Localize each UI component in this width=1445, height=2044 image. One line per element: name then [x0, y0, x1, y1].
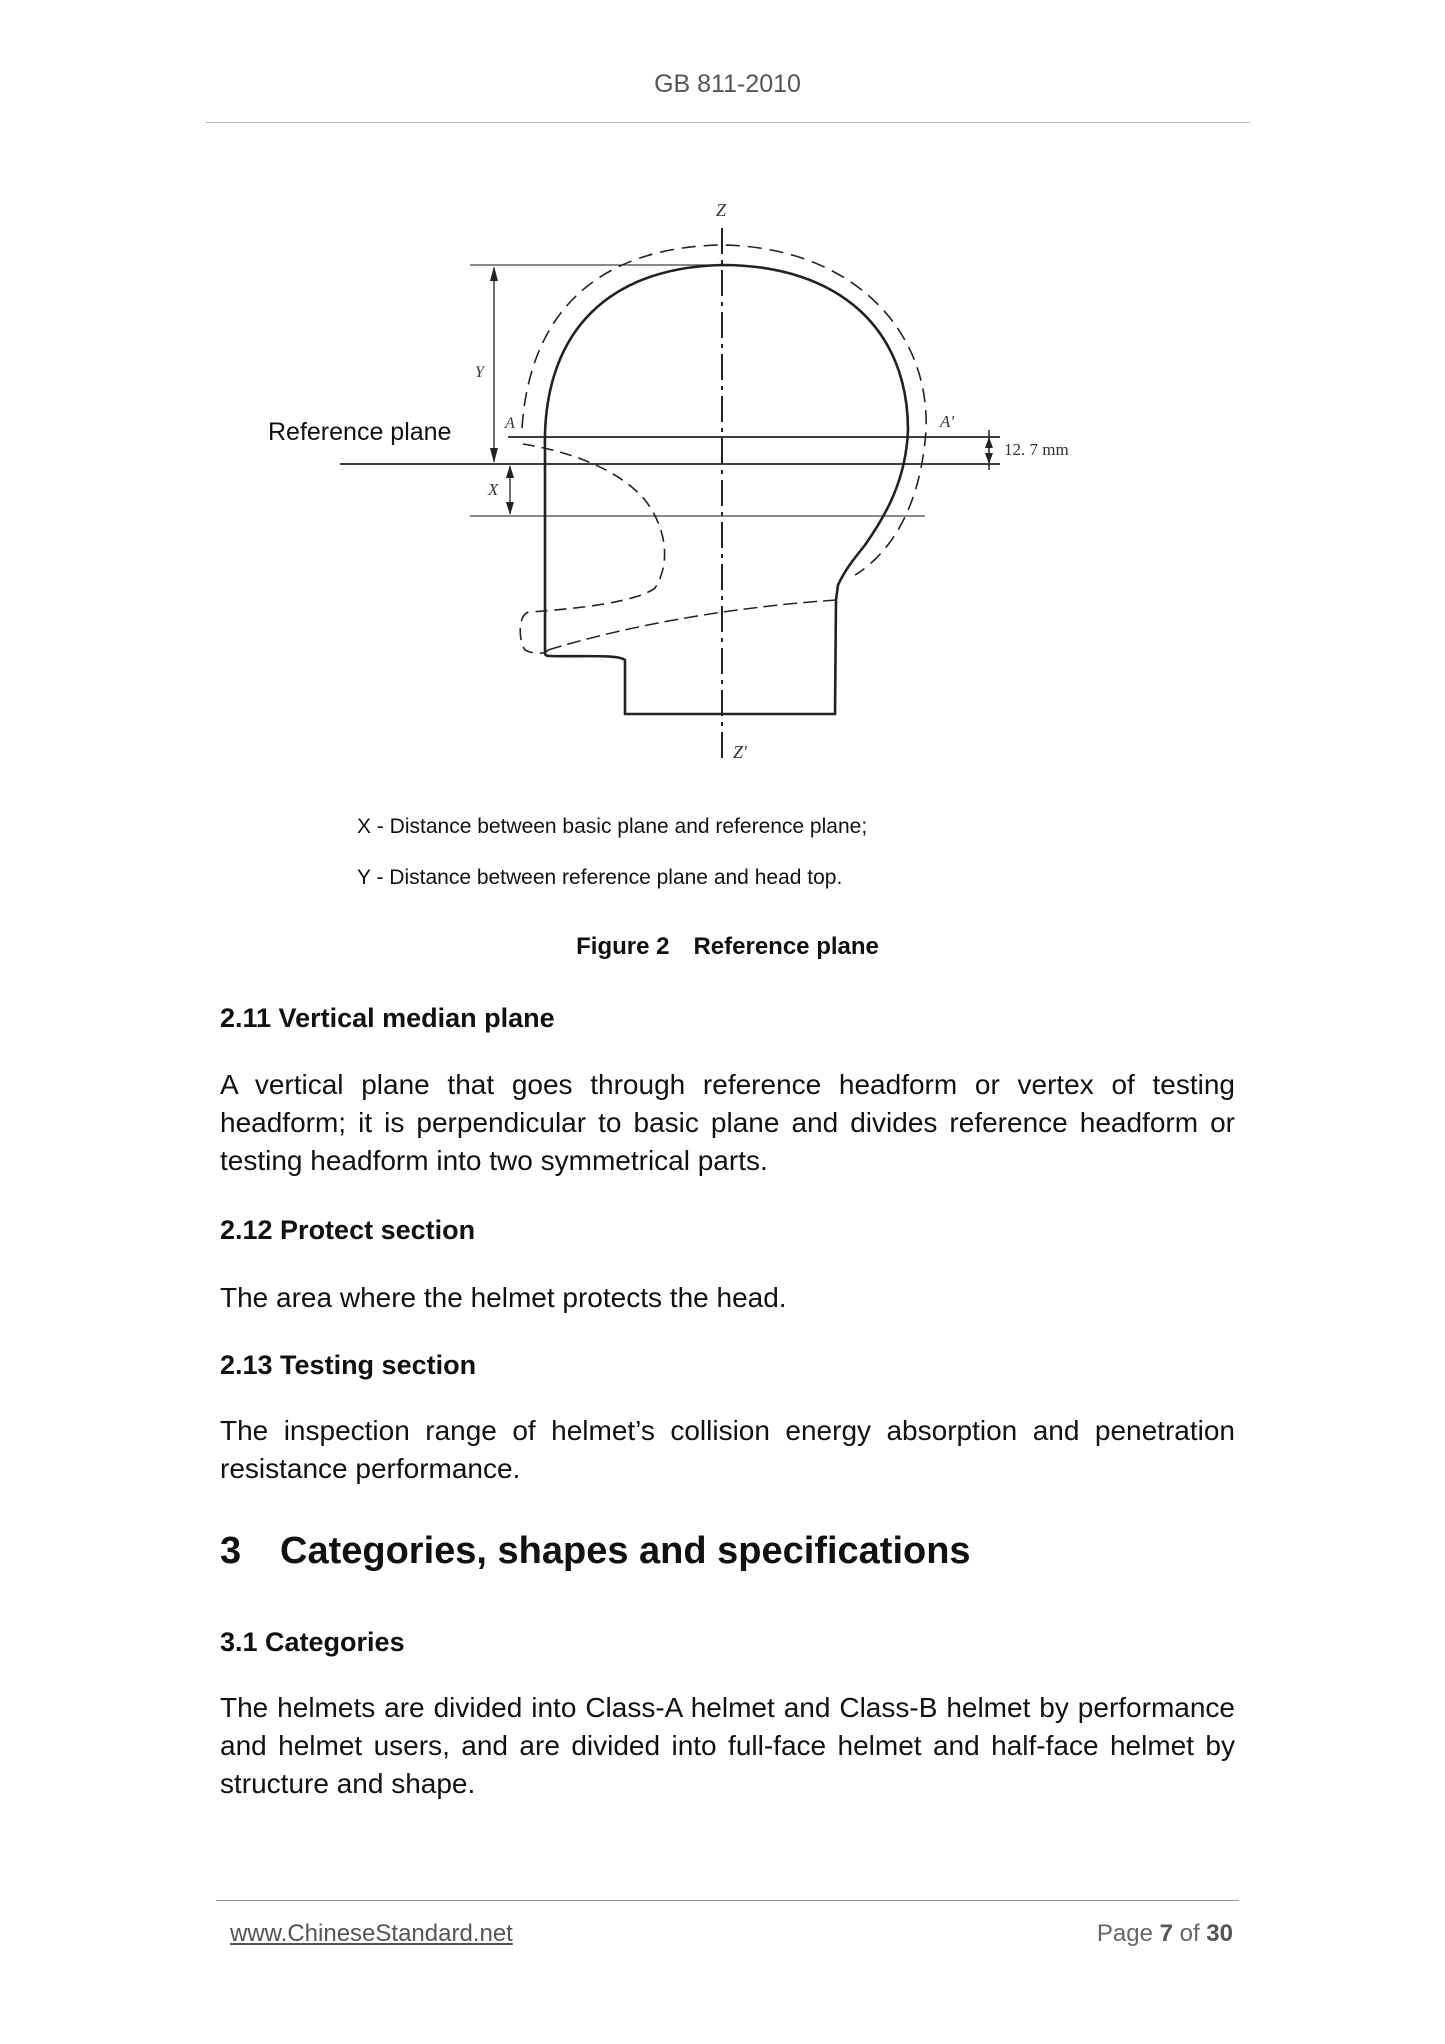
page-prefix: Page — [1096, 1920, 1160, 1947]
point-a-prime-label: A' — [940, 412, 955, 431]
legend-x: X - Distance between basic plane and reference plane; — [357, 815, 868, 838]
footer-divider — [216, 1900, 1239, 1901]
page-total: 30 — [1206, 1920, 1233, 1947]
z-axis-label: Z — [716, 200, 727, 220]
subsection-heading: 3.1 Categories — [220, 1627, 405, 1657]
section-paragraph: The inspection range of helmet’s collision energy absorption and penetration resistance performance. — [220, 1415, 1235, 1484]
page-current: 7 — [1159, 1920, 1173, 1947]
figure-title: Reference plane — [693, 933, 879, 960]
section-paragraph: A vertical plane that goes through reference headform or vertex of testing headform; it is perpendicular to basic plane and divides reference headform or testing headform into two symmetrical parts. — [220, 1069, 1235, 1176]
face-opening-dashed — [520, 444, 664, 653]
section-heading: 2.11 Vertical median plane — [220, 1003, 555, 1033]
subsection-paragraph: The helmets are divided into Class-A helmet and Class-B helmet by performance and helmet users, and are divided into full-face helmet and half-face helmet by structure and shape. — [220, 1692, 1235, 1799]
y-arrow-bottom — [490, 448, 498, 463]
page-number — [1097, 1920, 1233, 1948]
page-sep: of — [1172, 1920, 1207, 1947]
legend-y: Y - Distance between reference plane and head top. — [357, 866, 843, 889]
helmet-outline-dashed — [522, 245, 926, 575]
section-heading: 2.13 Testing section — [220, 1350, 477, 1380]
website-link[interactable]: www.ChineseStandard.net — [230, 1920, 513, 1947]
headform-diagram — [330, 190, 1120, 770]
dimension-label: 12. 7 mm — [1004, 440, 1069, 459]
jaw-line — [548, 600, 836, 650]
y-label: Y — [475, 364, 484, 381]
chapter-heading — [220, 1530, 1235, 1573]
figure-reference-plane — [330, 190, 1120, 770]
z-prime-axis-label: Z' — [733, 742, 747, 762]
x-label: X — [488, 480, 499, 499]
x-arrow-bottom — [506, 502, 514, 515]
reference-plane-label: Reference plane — [268, 418, 452, 446]
y-arrow-top — [490, 266, 498, 281]
document-header: GB 811-2010 — [654, 70, 801, 98]
section-heading: 2.12 Protect section — [220, 1215, 476, 1245]
section-paragraph: The area where the helmet protects the head. — [220, 1282, 787, 1313]
chapter-number: 3 — [220, 1530, 242, 1572]
chapter-title: Categories, shapes and specifications — [280, 1530, 971, 1572]
header-divider — [205, 122, 1250, 123]
point-a-label: A — [505, 415, 515, 432]
dim-127-arrow-bottom — [985, 453, 993, 464]
figure-caption — [205, 933, 1250, 961]
x-arrow-top — [506, 465, 514, 478]
figure-number: Figure 2 — [576, 933, 670, 960]
headform-outline — [545, 265, 908, 714]
dim-127-arrow-top — [985, 437, 993, 448]
